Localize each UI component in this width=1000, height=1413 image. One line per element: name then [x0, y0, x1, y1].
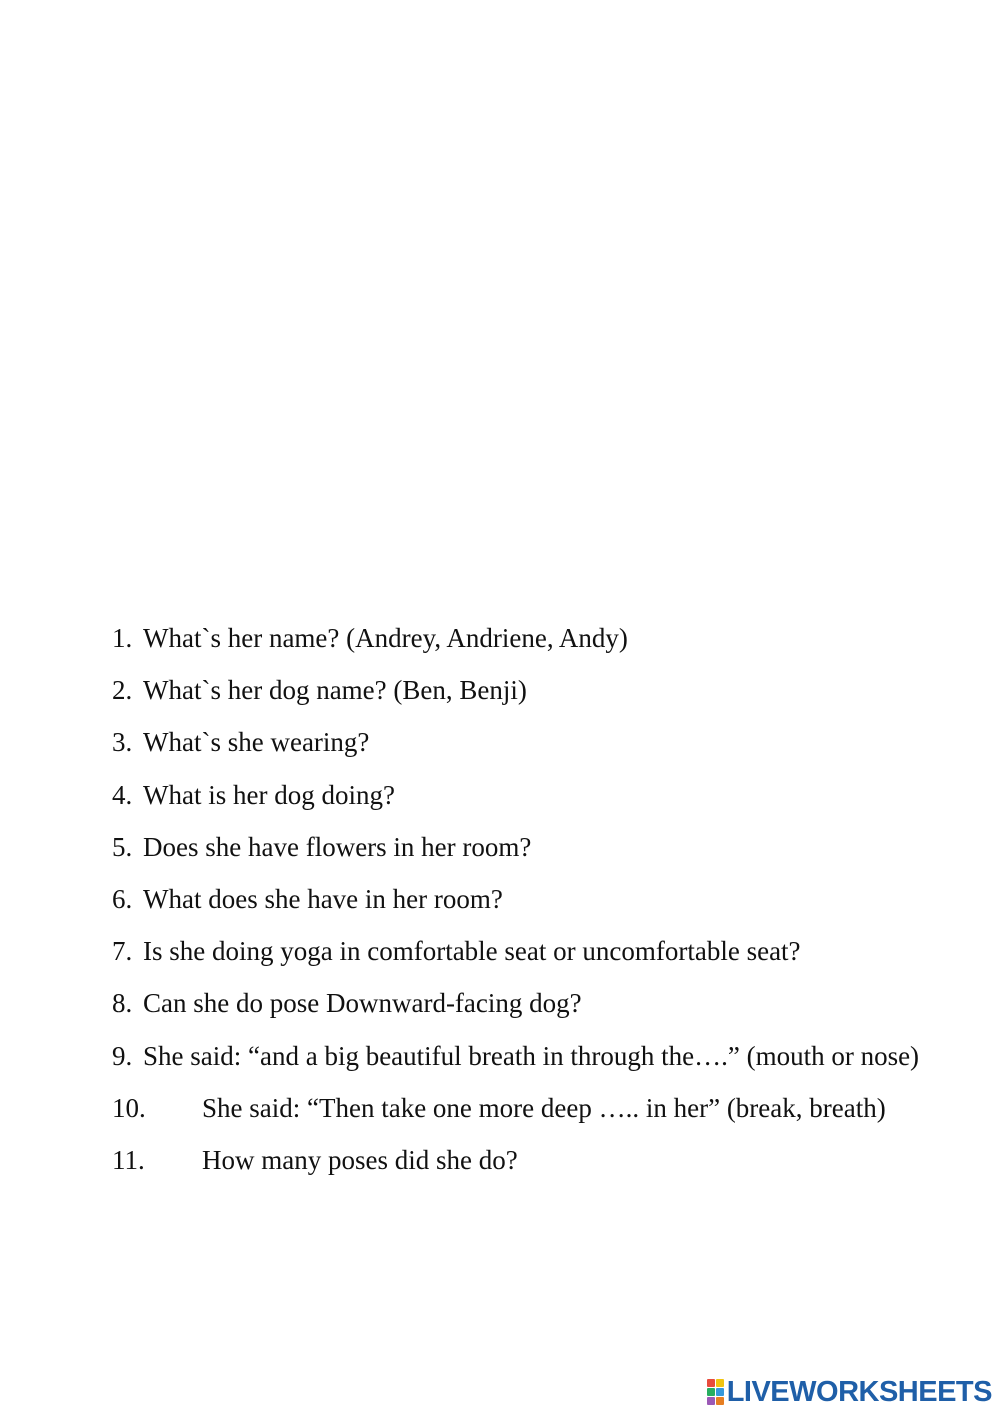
logo-square	[716, 1397, 724, 1405]
question-text: She said: “and a big beautiful breath in through the….” (mouth or nose)	[143, 1040, 920, 1071]
question-number: 3.	[112, 727, 133, 758]
question-text	[143, 1134, 926, 1186]
question-number: 7.	[112, 936, 133, 967]
question-item	[0, 977, 926, 1029]
question-text: Is she doing yoga in comfortable seat or uncomfortable seat?	[143, 936, 801, 967]
logo-square	[707, 1388, 715, 1396]
question-list	[0, 612, 1000, 1186]
question-text: Can she do pose Downward-facing dog?	[143, 988, 582, 1019]
question-item	[0, 1030, 926, 1082]
question-text: What is her dog doing?	[143, 779, 395, 810]
logo-square	[707, 1379, 715, 1387]
logo-square	[707, 1397, 715, 1405]
question-number: 5.	[112, 831, 133, 862]
logo-square	[716, 1379, 724, 1387]
question-text: Does she have flowers in her room?	[143, 831, 532, 862]
logo-mark-icon	[707, 1379, 724, 1405]
question-text-content: She said: “Then take one more deep ….. in her” (break, breath)	[202, 1092, 886, 1123]
question-number: 11.	[112, 1145, 145, 1176]
question-item	[0, 1082, 926, 1134]
question-text-content: How many poses did she do?	[202, 1145, 518, 1176]
question-text	[143, 1082, 926, 1134]
question-text: What does she have in her room?	[143, 884, 503, 915]
question-item	[0, 769, 926, 821]
logo-text: LIVEWORKSHEETS	[726, 1375, 992, 1408]
question-number: 8.	[112, 988, 133, 1019]
question-item	[0, 925, 926, 977]
question-text: What`s she wearing?	[143, 727, 370, 758]
question-text: What`s her name? (Andrey, Andriene, Andy)	[143, 623, 628, 653]
question-item	[0, 1134, 926, 1186]
question-item	[0, 612, 926, 664]
question-text: What`s her dog name? (Ben, Benji)	[143, 675, 527, 706]
question-number: 4.	[112, 779, 133, 810]
question-number: 1.	[112, 623, 133, 653]
question-number: 10.	[112, 1092, 146, 1123]
question-number: 6.	[112, 884, 133, 915]
question-item	[0, 716, 926, 768]
liveworksheets-logo	[707, 1377, 992, 1407]
question-item	[0, 873, 926, 925]
question-item	[0, 821, 926, 873]
logo-square	[716, 1388, 724, 1396]
question-number: 9.	[112, 1040, 133, 1071]
question-item	[0, 664, 926, 716]
question-number: 2.	[112, 675, 133, 706]
